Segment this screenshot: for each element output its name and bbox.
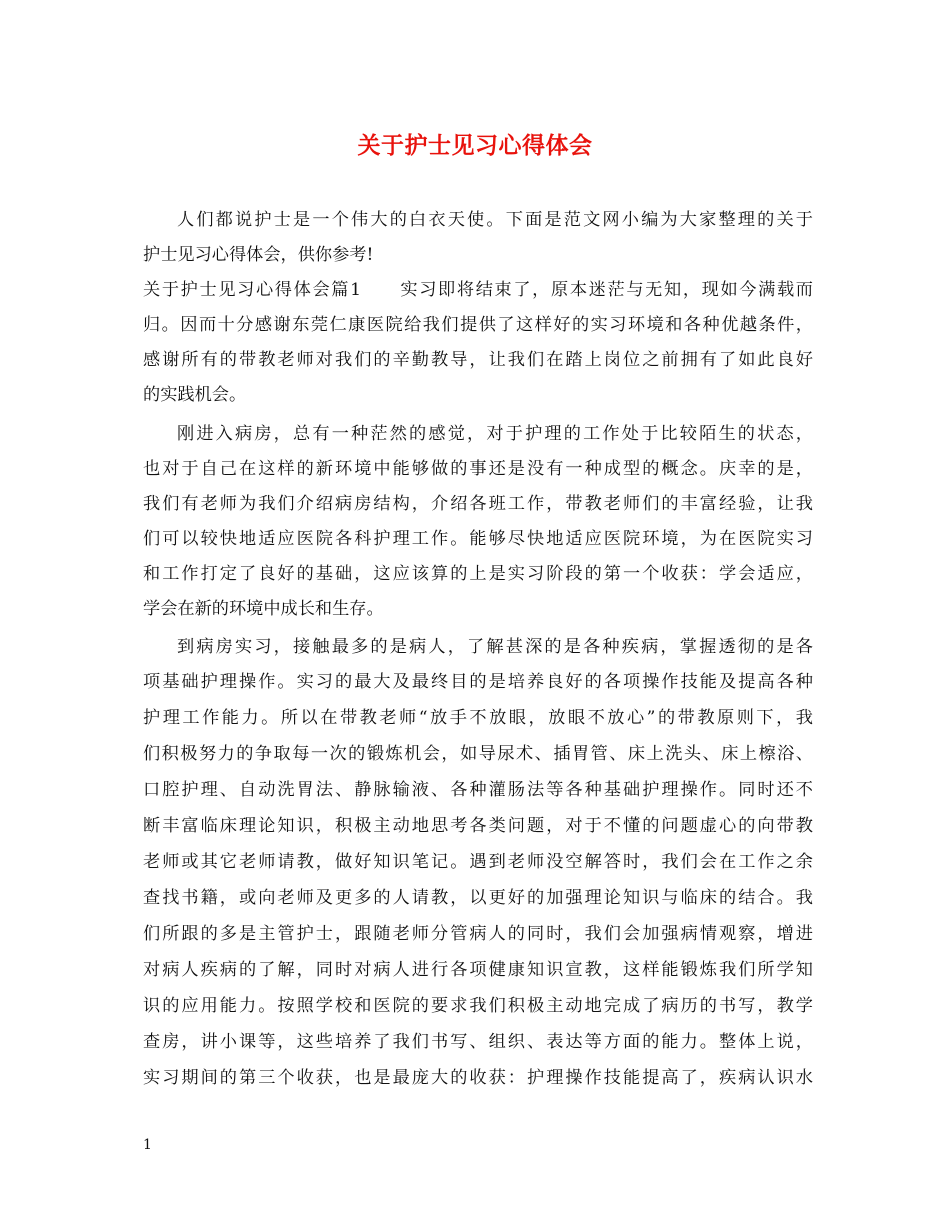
text-line: 归。因而十分感谢东莞仁康医院给我们提供了这样好的实习环境和各种优越条件， (143, 315, 813, 335)
text-line: 刚进入病房，总有一种茫然的感觉，对于护理的工作处于比较陌生的状态， (177, 424, 813, 444)
text-line: 护理工作能力。所以在带教老师“放手不放眼，放眼不放心”的带教原则下，我 (143, 708, 813, 728)
text-line: 对病人疾病的了解，同时对病人进行各项健康知识宣教，这样能锻炼我们所学知 (143, 960, 813, 980)
text-line: 的实践机会。 (143, 385, 247, 405)
page-number: 1 (143, 1137, 152, 1153)
text-line: 到病房实习，接触最多的是病人，了解甚深的是各种疾病，掌握透彻的是各 (177, 637, 813, 657)
text-line: 和工作打定了良好的基础，这应该算的上是实习阶段的第一个收获：学会适应， (143, 564, 813, 584)
page-title: 关于护士见习心得体会 (357, 132, 593, 159)
text-line: 们可以较快地适应医院各科护理工作。能够尽快地适应医院环境，为在医院实习 (143, 529, 813, 549)
text-line: 学会在新的环境中成长和生存。 (143, 599, 384, 619)
text-line: 我们有老师为我们介绍病房结构，介绍各班工作，带教老师们的丰富经验，让我 (143, 494, 813, 514)
text-line: 老师或其它老师请教，做好知识笔记。遇到老师没空解答时，我们会在工作之余 (143, 852, 813, 872)
text-line: 实习期间的第三个收获，也是最庞大的收获：护理操作技能提高了，疾病认识水 (143, 1068, 813, 1088)
text-line: 断丰富临床理论知识，积极主动地思考各类问题，对于不懂的问题虚心的向带教 (143, 816, 813, 836)
text-line: 项基础护理操作。实习的最大及最终目的是培养良好的各项操作技能及提高各种 (143, 672, 813, 692)
text-line: 们积极努力的争取每一次的锻炼机会，如导尿术、插胃管、床上洗头、床上檫浴、 (143, 744, 813, 764)
text-line: 口腔护理、自动洗胃法、静脉输液、各种灌肠法等各种基础护理操作。同时还不 (143, 780, 813, 800)
text-line: 护士见习心得体会，供你参考! (143, 245, 374, 265)
text-line: 们所跟的多是主管护士，跟随老师分管病人的同时，我们会加强病情观察，增进 (143, 924, 813, 944)
text-line: 查找书籍，或向老师及更多的人请教，以更好的加强理论知识与临床的结合。我 (143, 888, 813, 908)
text-line: 识的应用能力。按照学校和医院的要求我们积极主动地完成了病历的书写，教学 (143, 996, 813, 1016)
text-line: 关于护士见习心得体会篇1 实习即将结束了，原本迷茫与无知，现如今满载而 (143, 280, 813, 300)
text-line: 感谢所有的带教老师对我们的辛勤教导，让我们在踏上岗位之前拥有了如此良好 (143, 350, 813, 370)
text-line: 人们都说护士是一个伟大的白衣天使。下面是范文网小编为大家整理的关于 (177, 210, 813, 230)
text-line: 也对于自己在这样的新环境中能够做的事还是没有一种成型的概念。庆幸的是， (143, 459, 813, 479)
text-line: 查房，讲小课等，这些培养了我们书写、组织、表达等方面的能力。整体上说， (143, 1032, 813, 1052)
